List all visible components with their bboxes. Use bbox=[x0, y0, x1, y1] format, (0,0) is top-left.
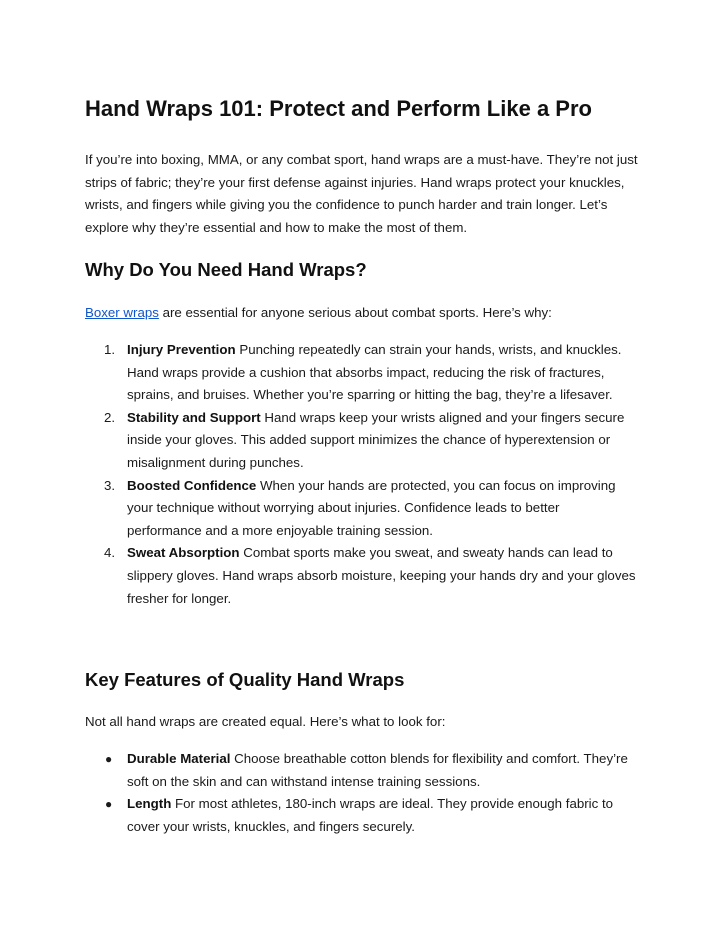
item-term: Boosted Confidence bbox=[127, 477, 257, 493]
item-term: Length bbox=[127, 796, 172, 812]
document-title: Hand Wraps 101: Protect and Perform Like a Pro bbox=[85, 96, 592, 121]
list-number: 4. bbox=[104, 545, 116, 561]
list-item bbox=[0, 407, 637, 475]
item-text: Punching repeatedly can strain your hands, wrists, and knuckles. Hand wraps provide a cushion that absorbs impact, reducing the risk of fractures, sprains, and bruises. Whether you’re sparring or hitting the bag, they’re a lifesaver. bbox=[127, 342, 622, 403]
item-text: For most athletes, 180-inch wraps are ideal. They provide enough fabric to cover your wrists, knuckles, and fingers securely. bbox=[127, 796, 614, 834]
section-features-lead: Not all hand wraps are created equal. Here’s what to look for: bbox=[85, 714, 446, 729]
why-numbered-list bbox=[0, 339, 720, 610]
item-term: Sweat Absorption bbox=[127, 545, 240, 561]
lead-text: are essential for anyone serious about combat sports. Here’s why: bbox=[158, 305, 552, 320]
list-item bbox=[0, 542, 637, 610]
list-item bbox=[0, 748, 637, 793]
section-why-lead bbox=[85, 302, 645, 325]
list-number: 3. bbox=[104, 477, 116, 493]
list-number: 1. bbox=[104, 342, 116, 357]
bullet-icon: ● bbox=[105, 752, 113, 766]
bullet-icon: ● bbox=[105, 797, 113, 812]
list-item bbox=[0, 793, 637, 838]
list-item bbox=[0, 339, 637, 407]
item-text: Hand wraps keep your wrists aligned and your fingers secure inside your gloves. This added support minimizes the chance of hyperextension or misalignment during punches. bbox=[127, 409, 625, 470]
item-term: Durable Material bbox=[127, 751, 231, 766]
item-term: Stability and Support bbox=[127, 409, 261, 425]
intro-paragraph: If you’re into boxing, MMA, or any combat sport, hand wraps are a must-have. They’re not just strips of fabric; they’re your first defense against injuries. Hand wraps protect your knuckles, wrists, and fingers while giving you the confidence to punch harder and train longer. Let’s explore why they’re essential and how to make the most of them. bbox=[85, 152, 638, 235]
section-heading-why: Why Do You Need Hand Wraps? bbox=[85, 259, 367, 280]
item-text: When your hands are protected, you can focus on improving your technique without worrying about injuries. Confidence leads to better performance and a more enjoyable training session. bbox=[127, 477, 616, 538]
item-text: Combat sports make you sweat, and sweaty hands can lead to slippery gloves. Hand wraps absorb moisture, keeping your hands dry and your gloves fresher for longer. bbox=[127, 545, 636, 606]
list-number: 2. bbox=[104, 409, 116, 425]
item-term: Injury Prevention bbox=[127, 342, 236, 357]
item-text: Choose breathable cotton blends for flexibility and comfort. They’re soft on the skin and can withstand intense training sessions. bbox=[127, 751, 628, 789]
features-bullet-list bbox=[0, 748, 720, 838]
list-item bbox=[0, 475, 637, 543]
section-heading-features: Key Features of Quality Hand Wraps bbox=[85, 669, 405, 690]
boxer-wraps-link[interactable]: Boxer wraps bbox=[85, 305, 159, 320]
